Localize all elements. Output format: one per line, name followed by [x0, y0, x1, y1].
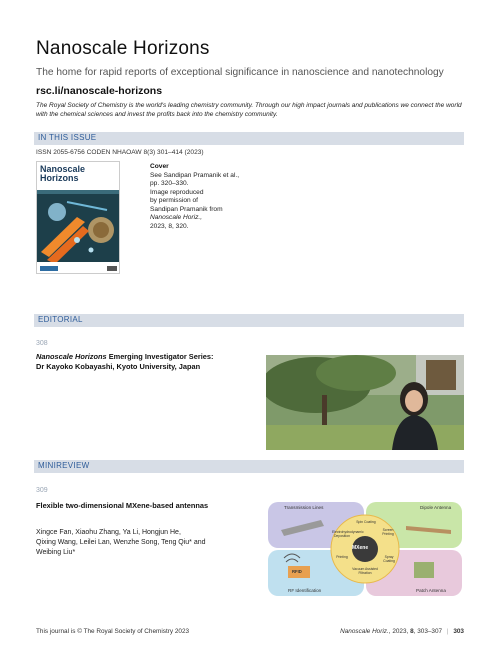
journal-url[interactable]: rsc.li/nanoscale-horizons	[36, 85, 163, 97]
cover-image[interactable]	[36, 161, 120, 274]
minireview-band	[34, 460, 464, 473]
issn-line: ISSN 2055-6756 CODEN NHAOAW 8(3) 301–414 (2023)	[36, 149, 204, 156]
minireview-authors	[36, 528, 246, 558]
page-number: 308	[36, 340, 48, 347]
diagram-ring-label: Screen Printing	[382, 528, 394, 536]
journal-tagline: The home for rapid reports of exceptional significance in nanoscience and nanotechnology	[36, 67, 444, 78]
footer-year: , 2023,	[388, 628, 411, 635]
diagram-label-bl: RF Identification	[288, 588, 322, 593]
mxene-antenna-diagram	[266, 500, 464, 598]
diagram-label-br: Patch Antenna	[416, 588, 446, 593]
authors-line: Weibing Liu*	[36, 549, 76, 556]
investigator-photo	[266, 355, 464, 450]
title-line2: Dr Kayoko Kobayashi, Kyoto University, Japan	[36, 361, 201, 371]
diagram-label-tr: Dipole Antenna	[420, 505, 452, 510]
footer-journal: Nanoscale Horiz.	[340, 628, 389, 635]
section-heading: EDITORIAL	[38, 315, 83, 324]
cover-line: Image reproduced	[150, 188, 204, 196]
editorial-title[interactable]	[36, 352, 251, 371]
cover-line: Sandipan Pramanik from	[150, 205, 223, 213]
footer-page-number: 303	[453, 628, 464, 635]
cover-line: 2023, 8, 320.	[150, 222, 189, 230]
footer-pages: , 303–307	[413, 628, 443, 635]
journal-title: Nanoscale Horizons	[36, 38, 210, 59]
section-heading: IN THIS ISSUE	[38, 133, 97, 142]
rsc-statement: The Royal Society of Chemistry is the world's leading chemistry community. Through our high impact journals and publications we connect the world with the chemical sciences and invest the profits back into the chemistry community.	[36, 102, 462, 118]
diagram-ring-label: Electrohydrodynamic Deposition	[332, 530, 364, 538]
footer-separator: |	[446, 628, 449, 635]
cover-caption	[150, 163, 260, 231]
title-italic: Nanoscale Horizons	[36, 352, 107, 361]
title-rest: Emerging Investigator Series:	[106, 352, 214, 361]
diagram-center-label: MXene	[352, 545, 369, 551]
in-this-issue-band	[34, 132, 464, 145]
cover-heading: Cover	[150, 163, 169, 170]
cover-line: See Sandipan Pramanik et al.,	[150, 171, 240, 179]
cover-line: by permission of	[150, 197, 199, 204]
page-number: 309	[36, 487, 48, 494]
diagram-label-tl: Transmission Lines	[284, 505, 324, 510]
section-heading: MINIREVIEW	[38, 461, 90, 470]
cover-thumb-title: Nanoscale Horizons	[40, 164, 86, 183]
authors-line: Xingce Fan, Xiaohu Zhang, Ya Li, Hongjun He,	[36, 529, 181, 536]
editorial-band	[34, 314, 464, 327]
footer-volume: 8	[410, 628, 414, 635]
diagram-rfid-label: RFID	[292, 569, 302, 574]
diagram-ring-label: Spin Coating	[356, 520, 376, 524]
diagram-ring-label: Vacuum Assisted Filtration	[352, 567, 378, 575]
cover-line: Nanoscale Horiz.,	[150, 214, 203, 221]
authors-line: Qixing Wang, Leilei Lan, Wenzhe Song, Teng Qiu* and	[36, 539, 206, 546]
photo-illustration	[266, 355, 464, 450]
minireview-title[interactable]: Flexible two-dimensional MXene-based antennas	[36, 501, 209, 510]
footer-citation	[340, 628, 464, 635]
diagram-ring-label: Printing	[336, 555, 348, 559]
footer-copyright: This journal is © The Royal Society of Chemistry 2023	[36, 628, 190, 635]
cover-line: pp. 320–330.	[150, 180, 189, 187]
diagram-ring-label: Spray Coating	[383, 555, 395, 563]
